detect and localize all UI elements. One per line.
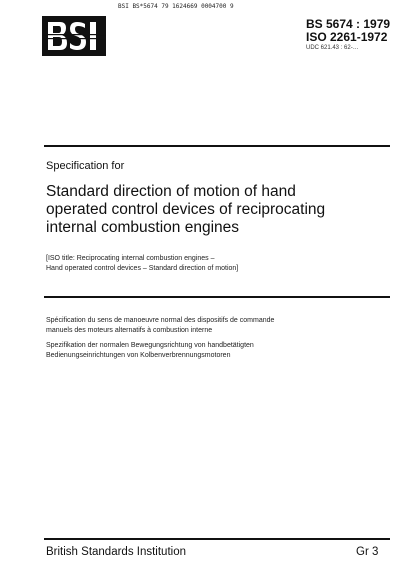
scan-header-strip: BSI BS*5674 79 1624669 0004700 9: [118, 3, 234, 10]
middle-rule: [44, 296, 390, 298]
bs-number: BS 5674 : 1979: [306, 17, 391, 31]
price-group: Gr 3: [356, 546, 379, 558]
german-title-line: Bedienungseinrichtungen von Kolbenverbrennungsmotoren: [46, 352, 231, 359]
bottom-rule: [44, 538, 390, 540]
title-line: Standard direction of motion of hand: [46, 183, 296, 200]
document-title: [46, 183, 396, 237]
top-rule: [44, 145, 390, 147]
title-line: internal combustion engines: [46, 219, 240, 236]
french-title: [46, 316, 396, 336]
institution-name: British Standards Institution: [46, 546, 186, 558]
iso-title-line: [ISO title: Reciprocating internal combustion engines –: [46, 255, 215, 262]
german-title-line: Spezifikation der normalen Bewegungsrichtung von handbetätigten: [46, 342, 254, 349]
french-title-line: Spécification du sens de manoeuvre normal des dispositifs de commande: [46, 317, 275, 324]
title-line: operated control devices of reciprocating: [46, 201, 326, 218]
iso-title-line: Hand operated control devices – Standard direction of motion]: [46, 265, 239, 272]
bsi-logo: [42, 16, 106, 56]
spec-for-label: Specification for: [46, 160, 125, 172]
german-title: [46, 341, 396, 361]
udc-code: UDC 621.43 : 62-…: [306, 45, 359, 51]
standard-identifiers: [306, 18, 406, 52]
iso-title: [46, 254, 396, 274]
iso-number: ISO 2261-1972: [306, 30, 388, 44]
french-title-line: manuels des moteurs alternatifs à combustion interne: [46, 327, 213, 334]
